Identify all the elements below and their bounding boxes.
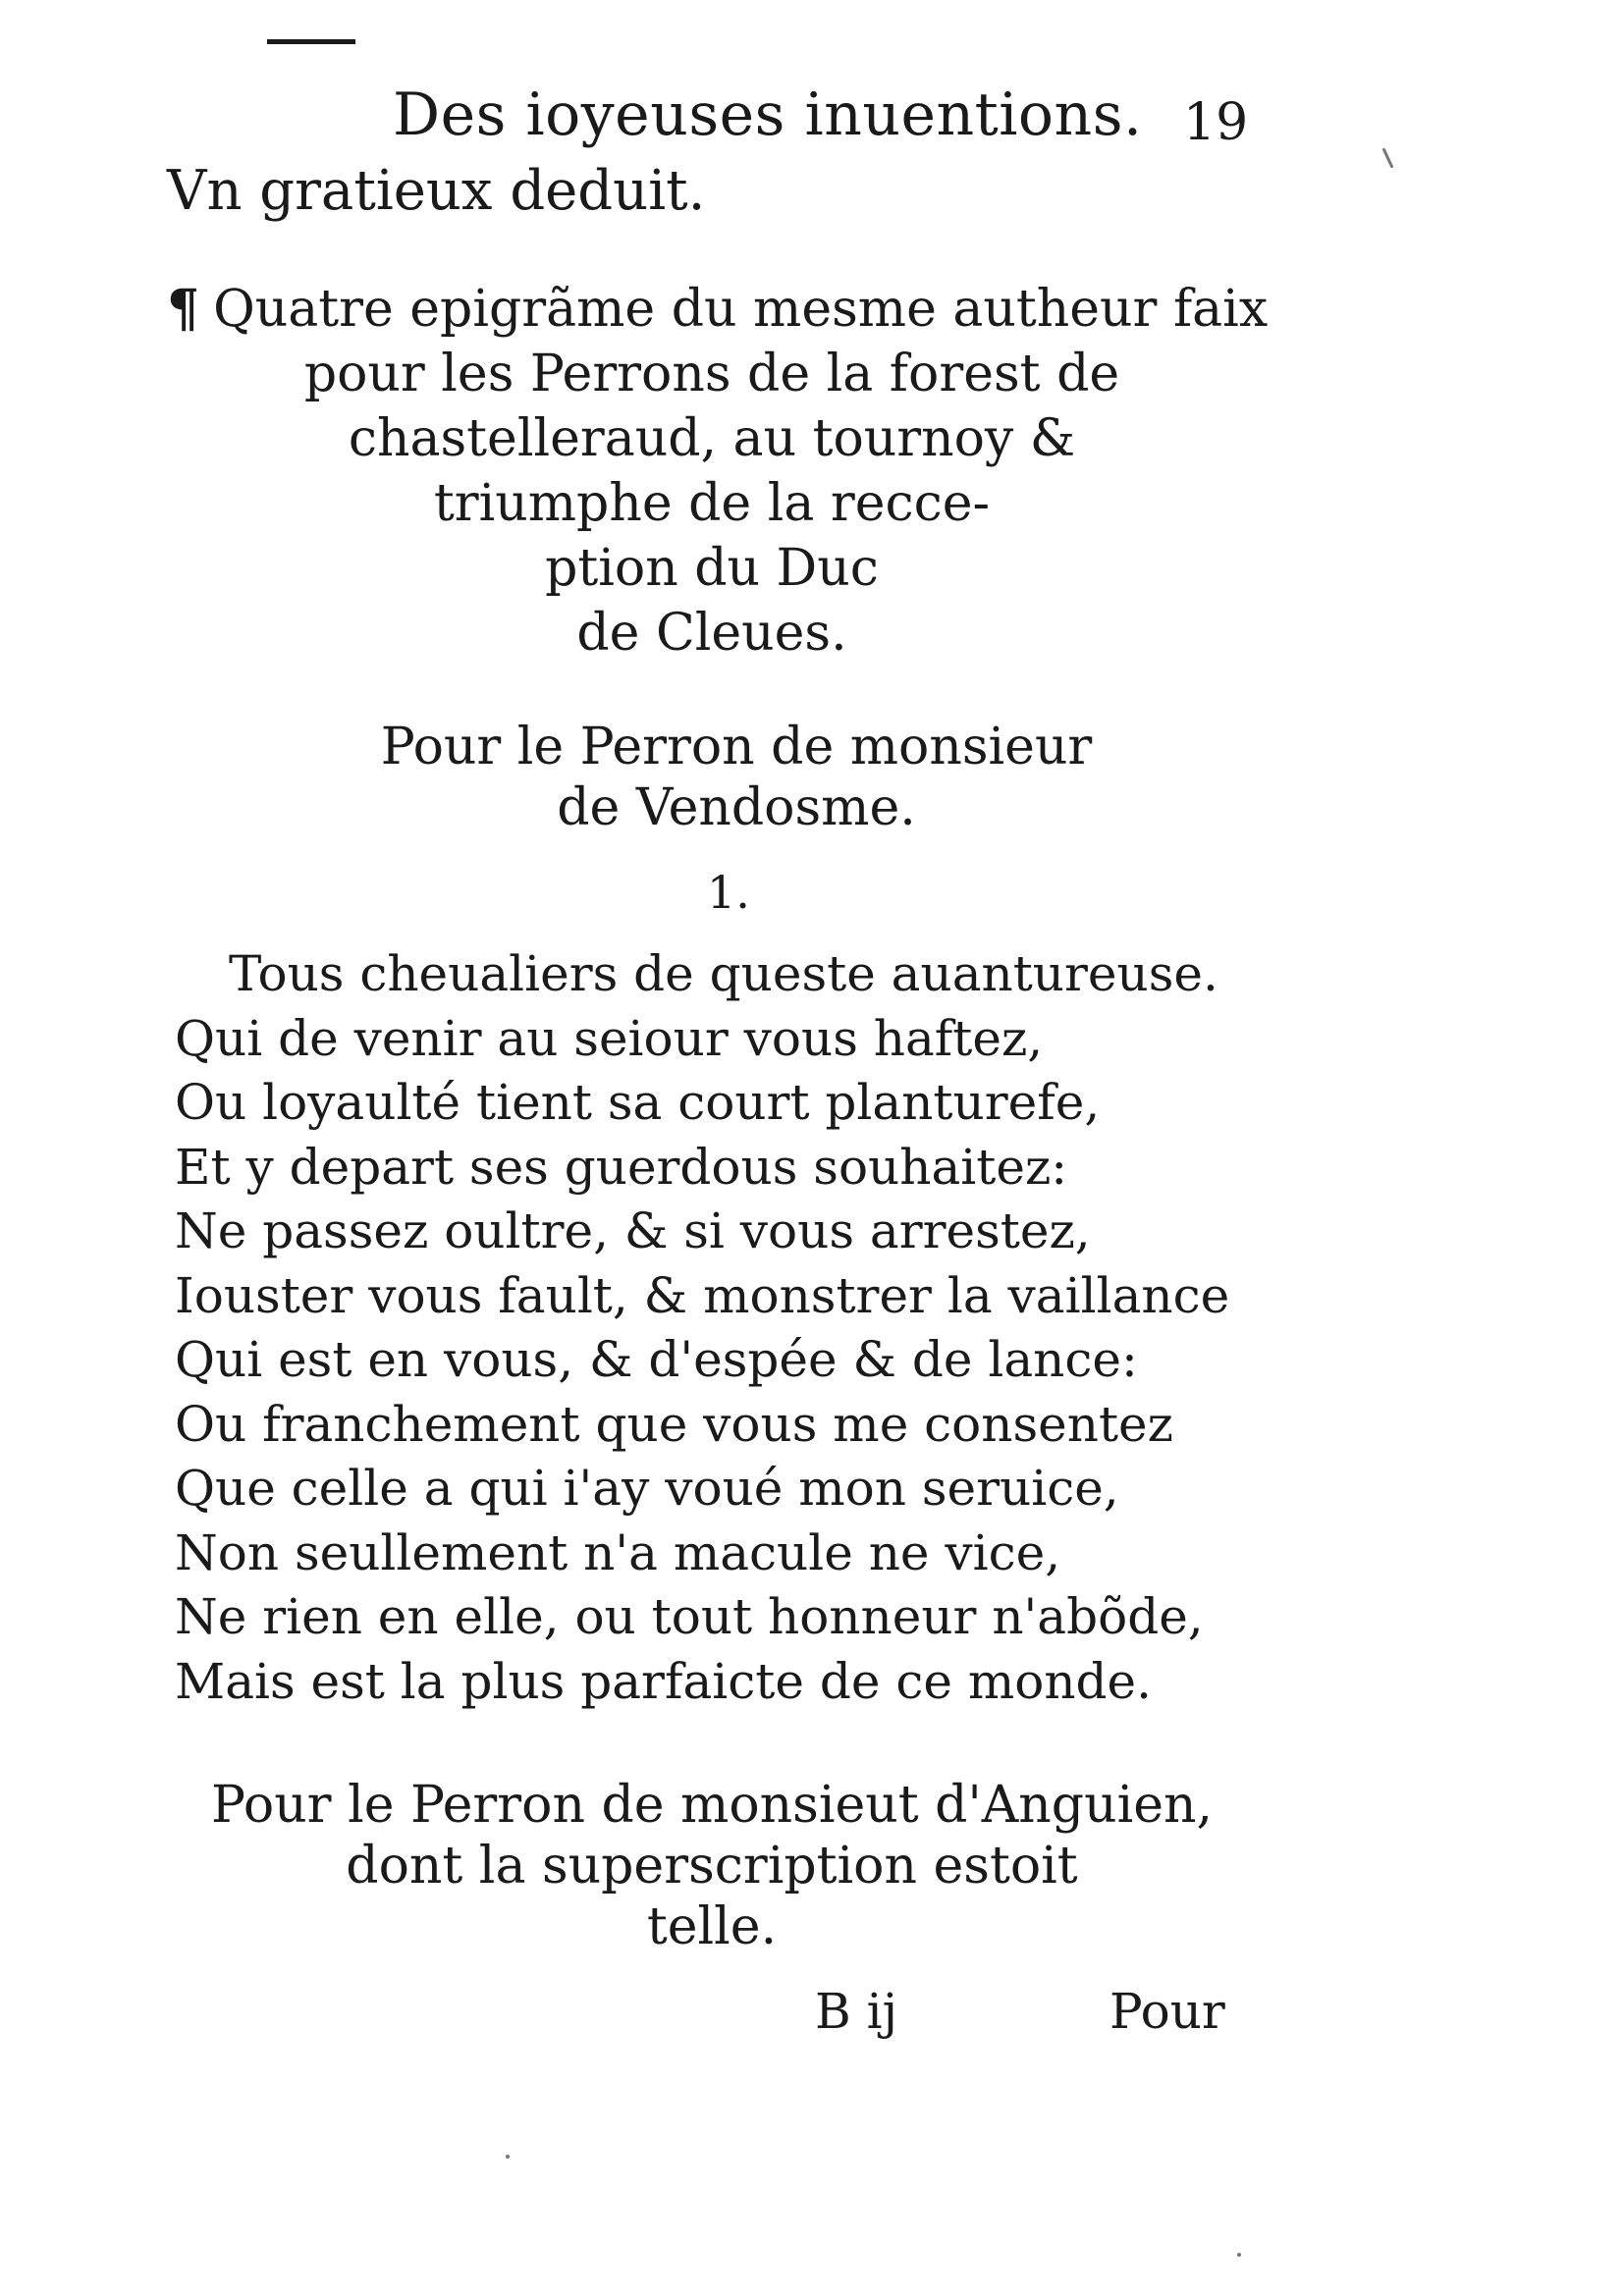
heading-line-5: ption du Duc bbox=[545, 539, 879, 598]
epigram-number: 1. bbox=[707, 866, 750, 919]
catchword: Pour bbox=[1109, 1983, 1225, 2040]
verse-line: Tous cheualiers de queste auantureuse. bbox=[229, 945, 1218, 1002]
print-speck bbox=[506, 2155, 510, 2159]
print-speck bbox=[1237, 2253, 1241, 2257]
signature-mark: B ij bbox=[815, 1983, 898, 2040]
subhead-2-line-1: Pour le Perron de monsieut d'Anguien, bbox=[211, 1776, 1213, 1835]
heading-line-1 bbox=[167, 277, 1269, 342]
verse-line: Iouster vous fault, & monstrer la vaillance bbox=[175, 1266, 1230, 1324]
verse-line: Ne rien en elle, ou tout honneur n'abõde, bbox=[175, 1588, 1204, 1645]
print-speck bbox=[1381, 147, 1393, 168]
section-end-line: Vn gratieux deduit. bbox=[167, 159, 706, 223]
subhead-2-line-2: dont la superscription estoit bbox=[346, 1837, 1078, 1896]
verse-line: Et y depart ses guerdous souhaitez: bbox=[175, 1138, 1068, 1196]
verse-line: Ou franchement que vous me consentez bbox=[175, 1395, 1173, 1453]
verse-block bbox=[175, 942, 1229, 1714]
verse-line: Mais est la plus parfaicte de ce monde. bbox=[175, 1652, 1153, 1710]
subhead-1-line-2: de Vendosme. bbox=[557, 778, 916, 837]
running-head: Des ioyeuses inuentions. bbox=[393, 80, 1143, 149]
verse-line: Ou loyaulté tient sa court planturefe, bbox=[175, 1074, 1101, 1131]
heading-line-1-text: Quatre epigrãme du mesme autheur faix bbox=[213, 280, 1269, 339]
verse-line: Qui de venir au seiour vous haftez, bbox=[175, 1009, 1044, 1067]
heading-line-4: triumphe de la recce- bbox=[433, 474, 991, 533]
subhead-2-line-3: telle. bbox=[646, 1897, 778, 1956]
verse-line: Ne passez oultre, & si vous arrestez, bbox=[175, 1202, 1091, 1259]
verse-line: Qui est en vous, & d'espée & de lance: bbox=[175, 1331, 1138, 1388]
subhead-1-line-1: Pour le Perron de monsieur bbox=[380, 718, 1093, 776]
page-number: 19 bbox=[1183, 93, 1249, 152]
pilcrow-mark: ¶ bbox=[167, 279, 200, 339]
subhead-vendosme bbox=[295, 717, 1178, 838]
verse-line: Non seullement n'a macule ne vice, bbox=[175, 1523, 1061, 1581]
subhead-anguien bbox=[196, 1775, 1227, 1957]
heading-block bbox=[167, 277, 1269, 666]
top-rule bbox=[267, 39, 355, 44]
heading-line-3: chastelleraud, au tournoy & bbox=[348, 409, 1076, 468]
verse-line: Que celle a qui i'ay voué mon seruice, bbox=[175, 1460, 1119, 1517]
heading-line-2: pour les Perrons de la forest de bbox=[303, 345, 1120, 403]
heading-line-6: de Cleues. bbox=[576, 604, 847, 663]
